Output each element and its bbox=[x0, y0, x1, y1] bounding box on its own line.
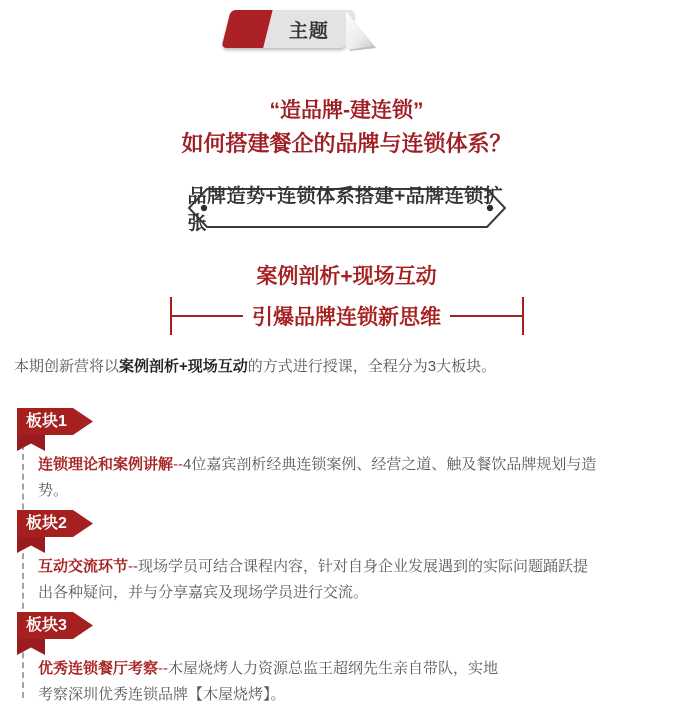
highlight-line1: 案例剖析+现场互动 bbox=[256, 265, 437, 288]
topic-pill bbox=[187, 186, 506, 234]
section-2-separator: -- bbox=[128, 558, 139, 575]
section-2-badge bbox=[17, 510, 95, 554]
section-3-badge bbox=[17, 612, 95, 656]
section-3-description bbox=[38, 656, 510, 708]
divider-line-right bbox=[450, 315, 522, 317]
highlight-line2: 引爆品牌连锁新思维 bbox=[252, 306, 441, 329]
sections-list bbox=[0, 408, 693, 708]
ribbon-label-block bbox=[263, 10, 354, 48]
section-2-description bbox=[38, 554, 598, 606]
section-block-1 bbox=[0, 408, 693, 504]
section-3-separator: -- bbox=[158, 660, 169, 677]
section-1-lead: 连锁理论和案例讲解 bbox=[38, 456, 174, 473]
section-3-body: 木屋烧烤人力资源总监王超纲先生亲自带队，实地考察深圳优秀连锁品牌【木屋烧烤】。 bbox=[38, 660, 499, 703]
main-title-line1: “造品牌-建连锁” bbox=[269, 99, 424, 122]
divider-line-left bbox=[172, 315, 244, 317]
section-3-lead: 优秀连锁餐厅考察 bbox=[38, 660, 159, 677]
section-block-3 bbox=[0, 612, 693, 708]
section-2-body: 现场学员可结合课程内容，针对自身企业发展遇到的实际问题踊跃提出各种疑问，并与分享嘉宾及现场学员进行交流。 bbox=[38, 558, 589, 601]
section-1-description bbox=[38, 452, 608, 504]
ribbon-label: 主题 bbox=[288, 20, 329, 42]
divider-endcap-right bbox=[522, 297, 524, 335]
ribbon-shape bbox=[221, 10, 354, 48]
intro-paragraph bbox=[14, 356, 693, 378]
section-1-badge-label: 板块1 bbox=[26, 413, 67, 430]
section-2-badge-label: 板块2 bbox=[26, 515, 67, 532]
section-1-badge bbox=[17, 408, 95, 452]
section-1-separator: -- bbox=[173, 456, 184, 473]
intro-prefix: 本期创新营将以 bbox=[14, 358, 120, 375]
section-1-body: 4位嘉宾剖析经典连锁案例、经营之道、触及餐饮品牌规划与造势。 bbox=[38, 456, 597, 499]
page-curl-icon bbox=[344, 10, 378, 52]
pill-text: 品牌造势+连锁体系搭建+品牌连锁扩张 bbox=[187, 186, 504, 234]
section-2-lead: 互动交流环节 bbox=[38, 558, 129, 575]
section-3-badge-label: 板块3 bbox=[26, 617, 67, 634]
intro-bold: 案例剖析+现场互动 bbox=[119, 358, 248, 375]
intro-suffix: 的方式进行授课，全程分为3大板块。 bbox=[247, 358, 497, 375]
section-block-2 bbox=[0, 510, 693, 606]
main-title-line2: 如何搭建餐企的品牌与连锁体系？ bbox=[181, 131, 512, 156]
highlight-line2-row bbox=[170, 296, 524, 336]
theme-ribbon bbox=[226, 10, 366, 48]
